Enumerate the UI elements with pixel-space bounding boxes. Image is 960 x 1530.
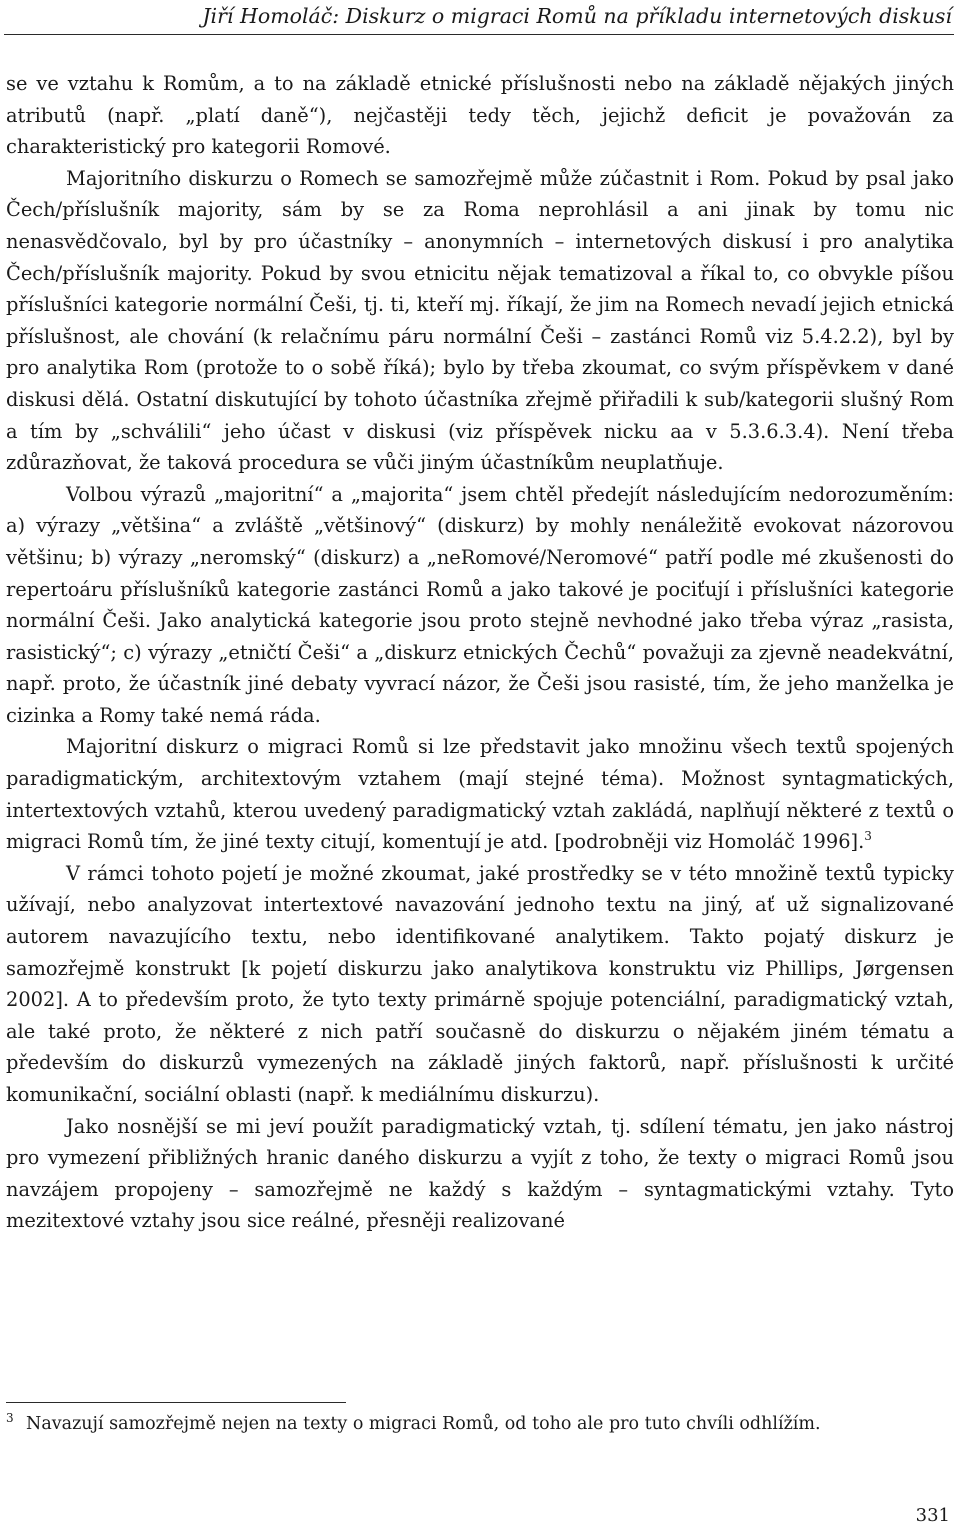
footnote-reference[interactable]: 3 xyxy=(864,829,872,844)
paragraph-text: Majoritní diskurz o migraci Romů si lze představit jako množinu všech textů spojených paradigmatickým, architextovým vztahem (mají stejné téma). Možnost syntagmatických, intertextových vztahů, kterou uvedený paradigmatický vztah zakládá, naplňují některé z textů o migraci Romů tím, že jiné texty citují, komentují je atd. [podrobněji viz Homoláč 1996]. xyxy=(6,735,954,854)
paragraph-text: Volbou výrazů „majoritní“ a „majorita“ jsem chtěl předejít následujícím nedorozuměním: a) výrazy „většina“ a zvláště „většinový“ (diskurz) by mohly nenáležitě evokovat názorovou většinu; b) výrazy „neromský“ (diskurz) a „neRomové/Neromové“ patří podle mé zkušenosti do repertoáru příslušníků kategorie zastánci Romů a jako takové je pociťují i příslušníci kategorie normální Češi. Jako analytická kategorie jsou proto stejně nevhodné jako třeba výraz „rasista, rasistický“; c) výrazy „etničtí Češi“ a „diskurz etnických Čechů“ považuji za zjevně neadekvátní, např. proto, že účastník jiné debaty vyvrací názor, že Češi jsou rasisté, tím, že jeho manželka je cizinka a Romy také nemá ráda. xyxy=(6,482,954,727)
paragraph xyxy=(6,731,954,857)
paragraph xyxy=(6,479,954,732)
footnote: 3 Navazují samozřejmě nejen na texty o migraci Romů, od toho ale pro tuto chvíli odhlížím. xyxy=(6,1411,821,1434)
body-text xyxy=(6,68,954,1237)
header-divider xyxy=(4,34,954,35)
footnote-text: Navazují samozřejmě nejen na texty o migraci Romů, od toho ale pro tuto chvíli odhlížím. xyxy=(26,1414,821,1434)
paragraph xyxy=(6,858,954,1111)
paragraph-text: Jako nosnější se mi jeví použít paradigmatický vztah, tj. sdílení tématu, jen jako nástroj pro vymezení přibližných hranic daného diskurzu a vyjít z toho, že texty o migraci Romů jsou navzájem propojeny – samozřejmě ne každý s každým – syntagmatickými vztahy. Tyto mezitextové vztahy jsou sice reálné, přesněji realizované xyxy=(6,1114,954,1233)
page-number: 331 xyxy=(915,1505,950,1526)
paragraph xyxy=(6,1111,954,1237)
running-header: Jiří Homoláč: Diskurz o migraci Romů na příkladu internetových diskusí xyxy=(202,4,952,28)
paragraph-text: se ve vztahu k Romům, a to na základě etnické příslušnosti nebo na základě nějakých jiných atributů (např. „platí daně“), nejčastěji tedy těch, jejichž deficit je považován za charakteristický pro kategorii Romové. xyxy=(6,72,954,159)
paragraph-text: V rámci tohoto pojetí je možné zkoumat, jaké prostředky se v této množině textů typicky užívají, nebo analyzovat intertextové navazování jednoho textu na jiný, ať už signalizované autorem navazujícího textu, nebo identifikované analytikem. Takto pojatý diskurz je samozřejmě konstrukt [k pojetí diskurzu jako analytikova konstruktu viz Phillips, Jørgensen 2002]. A to především proto, že tyto texty primárně spojuje potenciální, paradigmatický vztah, ale také proto, že některé z nich patří současně do diskurzu o nějakém jiném tématu a především do diskurzů vymezených na základě jiných faktorů, např. příslušnosti k určité komunikační, sociální oblasti (např. k mediálnímu diskurzu). xyxy=(6,861,954,1106)
paragraph xyxy=(6,163,954,479)
paragraph-text: Majoritního diskurzu o Romech se samozřejmě může zúčastnit i Rom. Pokud by psal jako Čech/příslušník majority, sám by se za Roma neprohlásil a ani jinak by tomu nic nenasvědčovalo, byl by pro účastníky – anonymních – internetových diskusí i pro analytika Čech/příslušník majority. Pokud by svou etnicitu nějak tematizoval a říkal to, co obvykle píšou příslušníci kategorie normální Češi, tj. ti, kteří mj. říkají, že jim na Romech nevadí jejich etnická příslušnost, ale chování (k relačnímu páru normální Češi – zastánci Romů viz 5.4.2.2), byl by pro analytika Rom (protože to o sobě říká); bylo by třeba zkoumat, co svým příspěvkem v dané diskusi dělá. Ostatní diskutující by tohoto účastníka zřejmě přiřadili k sub/kategorii slušný Rom a tím by „schválili“ jeho účast v diskusi (viz příspěvek nicku aa v 5.3.6.3.4). Není třeba zdůrazňovat, že taková procedura se vůči jiným účastníkům neuplatňuje. xyxy=(6,166,954,475)
paragraph-continuation xyxy=(6,68,954,163)
footnote-divider xyxy=(6,1402,346,1403)
